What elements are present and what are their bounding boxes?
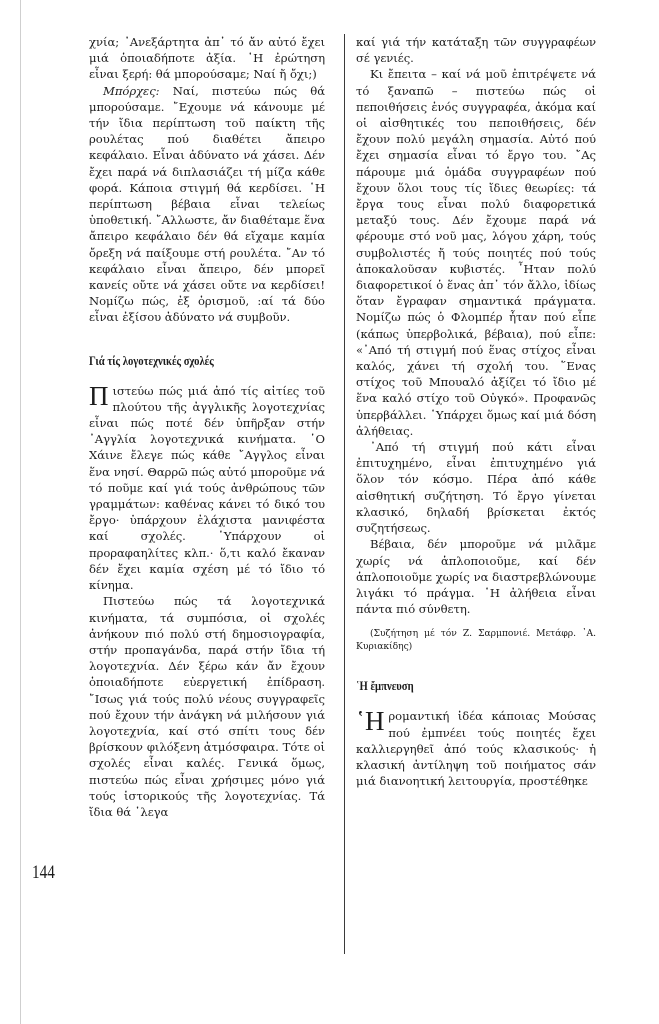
section-paragraph-1	[89, 380, 325, 594]
section-paragraph-2: Πιστεύω πώς τά λογοτεχνικά κινήματα, τά συμπόσια, οἱ σχολές ἀνήκουν πιό πολύ στή δημοσιογραφία, στήν προπαγάνδα, παρά στήν ἴδια τή λογοτεχνία. Δέν ξέρω κάν ἄν ἔχουν ὁποιαδήποτε εὐεργετική ἐπίδραση. ῎Ισως γιά τούς πολύ νέους συγγραφεῖς πού ἔχουν τήν ἀνάγκη νά μιλήσουν γιά λογοτεχνία, καί στό σπίτι τους δέν βρίσκουν φιλόξενη ἀτμόσφαιρα. Τότε οἱ σχολές εἶναι καλές. Γενικά ὅμως, πιστεύω πώς εἶναι χρήσιμες μόνο γιά τούς ἱστορικούς τῆς λογοτεχνίας. Τά ἴδια θά ῾λεγα	[89, 594, 325, 819]
page-number: 144	[32, 862, 55, 883]
answer-paragraph	[89, 83, 325, 326]
column-divider	[344, 34, 345, 954]
section-heading-literary-schools: Γιά τίς λογοτεχνικές σχολές	[89, 352, 214, 368]
right-paragraph-1: Κι ἔπειτα – καί νά μοῦ ἐπιτρέψετε νά τό ξαναπῶ – πιστεύω πώς οἱ πεποιθήσεις ἑνός συγγραφέα, ἀκόμα καί οἱ αἰσθητικές του πεποιθήσεις, δέν ἔχουν πολύ μεγάλη σημασία. Αὐτό πού ἔχει σημασία εἶναι τό ἔργο του. ῎Ας πάρουμε μιά ὁμάδα συγγραφέων πού ἔχουν ὅλοι τους τίς ἴδιες θεωρίες: τά ἔργα τους εἶναι πολύ διαφορετικά μεταξύ τους. Δέν ἔχουμε παρά νά φέρουμε στό νοῦ μας, λόγου χάρη, τούς συμβολιστές ἤ τούς ποιητές πού τούς ἀποκαλοῦσαν κυβιστές. ῏Ηταν πολύ διαφορετικοί ὁ ἕνας ἀπ᾿ τόν ἄλλο, ἰδίως ὅταν ἔγραφαν σημαντικά πράγματα. Νομίζω πώς ὁ Φλομπέρ ἦταν πού εἶπε (κάπως ὑπερβολικά, βέβαια), πού εἶπε: «᾿Από τή στιγμή πού ἕνας στίχος εἶναι καλός, χάνει τή σχολή του. ῞Ενας στίχος τοῦ Μπουαλό ἀξίζει τό ἴδιο μέ ἕνα καλό στίχο τοῦ Οὐγκό». Προφανῶς ὑπερβάλλει. ῾Υπάρχει ὅμως καί μιά δόση ἀλήθειας.	[356, 67, 596, 438]
citation: (Συζήτηση μέ τόν Ζ. Σαρμπονιέ. Μετάφρ. ᾿Α. Κυριακίδης)	[356, 628, 596, 653]
drop-cap-letter-inspiration: ῾Η	[356, 706, 385, 737]
section-paragraph-1-text: ιστεύω πώς μιά ἀπό τίς αἰτίες τοῦ πλούτου τῆς ἀγγλικῆς λογοτεχνίας εἶναι πώς ποτέ δέν ὑπῆρξαν στήν ᾿Αγγλία λογοτεχνικά κινήματα. ῾Ο Χάινε ἔλεγε πώς κάθε ῎Αγγλος εἶναι ἕνα νησί. Θαρρῶ πώς αὐτό μποροῦμε νά τό ποῦμε καί γιά τούς ἀνθρώπους τῶν γραμμάτων: καθένας κάνει τό δικό του ἔργο· ὑπάρχουν ἐλάχιστα μανιφέστα καί σχολές. ῾Υπάρχουν οἱ προραφαηλίτες κλπ.· ὅ,τι καλό ἔκαναν δέν ἔχει καμία σχέση μέ τό ἴδιο τό κίνημα.	[89, 383, 325, 593]
speaker-name: Μπόρχες:	[103, 83, 160, 98]
section-heading-inspiration: ῾Η ἔμπνευση	[356, 678, 414, 694]
answer-text: Ναί, πιστεύω πώς θά μπορούσαμε. ῎Εχουμε νά κάνουμε μέ τήν ἴδια περίπτωση τοῦ παίκτη τῆς ρουλέτας πού διαθέτει ἄπειρο κεφάλαιο. Εἶναι ἀδύνατο νά χάσει. Δέν ἔχει παρά νά διπλασιάζει τή μίζα κάθε φορά. Κάποια στιγμή θά κερδίσει. ῾Η περίπτωση βέβαια εἶναι τελείως ὑποθετική. ῎Αλλωστε, ἄν διαθέταμε ἕνα ἄπειρο κεφάλαιο δέν θά εἴχαμε καμία ὄρεξη νά παίξουμε στή ρουλέτα. ῎Αν τό κεφάλαιο εἶναι ἄπειρο, δέν μπορεῖ κανείς οὔτε νά χάσει οὔτε να κερδίσει! Νομίζω πώς, ἐξ ὁρισμοῦ, :αί τά δύο εἶναι ἐξίσου ἀδύνατο νά συμβοῦν.	[89, 83, 325, 325]
right-column	[356, 34, 596, 789]
page-edge-shadow	[20, 0, 21, 1024]
continuation-paragraph: καί γιά τήν κατάταξη τῶν συγγραφέων σέ γενιές.	[356, 35, 596, 66]
inspiration-paragraph-text: ρομαντική ἰδέα κάποιας Μούσας πού ἐμπνέει τούς ποιητές ἔχει καλλιεργηθεῖ ἀπό τούς κλασικούς· ἡ κλασική ἀντίληψη τοῦ ποιήματος σάν μιά διανοητική λειτουργία, προστέθηκε	[356, 709, 596, 789]
intro-paragraph: χνία; ᾿Ανεξάρτητα ἀπ᾿ τό ἄν αὐτό ἔχει μιά ὁποιαδήποτε ἀξία. ῾Η ἐρώτηση εἶναι ξερή: θά μπορούσαμε; Ναί ἤ ὄχι;)	[89, 35, 325, 82]
right-paragraph-3: Βέβαια, δέν μποροῦμε νά μιλᾶμε χωρίς νά ἁπλοποιοῦμε, καί δέν ἁπλοποιοῦμε χωρίς να διαστρεβλώνουμε λιγάκι τό πράγμα. ῾Η ἀλήθεια εἶναι πάντα πιό σύνθετη.	[356, 537, 596, 617]
inspiration-paragraph	[356, 708, 596, 789]
right-paragraph-2: ᾿Από τή στιγμή πού κάτι εἶναι ἐπιτυχημένο, εἶναι ἐπιτυχημένο γιά ὅλον τόν κόσμο. Πέρα ἀπό κάθε αἰσθητική συζήτηση. Τό ἔργο γίνεται κλασικό, δηλαδή βρίσκεται ἐκτός συζητήσεως.	[356, 440, 596, 536]
drop-cap-letter: Π	[89, 380, 109, 411]
left-column	[89, 34, 325, 820]
